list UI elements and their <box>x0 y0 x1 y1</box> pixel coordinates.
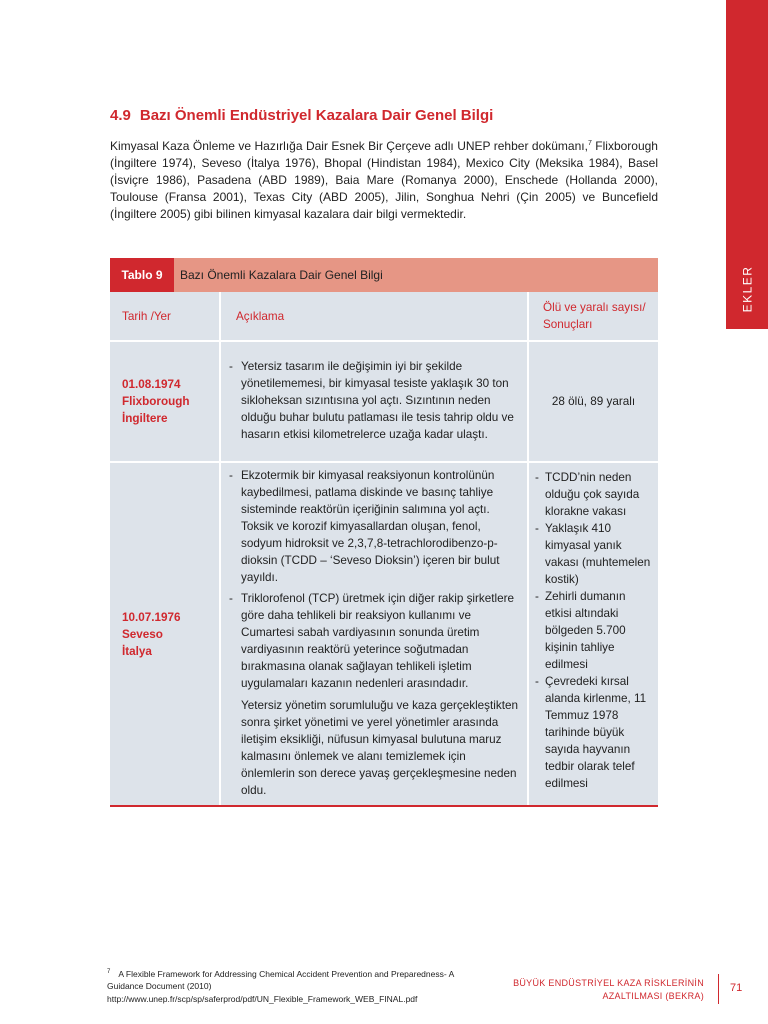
description-item: - Triklorofenol (TCP) üretmek için diğer rakip şirketlere göre daha tehlikeli bir reaksiyon kullanımı ve Cumartesi sabah vardiyasının sonunda üretim vardiyasının reaktörü yeterince soğutmadan bırakmasına olanak sağlayan tehlikeli işletim uygulamaları kazanın nedenleri arasındadır. <box>229 590 519 692</box>
section-number: 4.9 <box>110 107 131 124</box>
page-number: 71 <box>730 982 743 994</box>
date-place-cell <box>110 341 220 462</box>
result-cell <box>528 462 658 806</box>
table-header-row <box>110 292 658 341</box>
accident-date: 10.07.1976 <box>122 610 181 624</box>
result-text: 28 ölü, 89 yaralı <box>551 395 636 408</box>
accident-place: Flixborough <box>122 395 190 408</box>
result-item: - Yaklaşık 410 kimyasal yanık vakası (muhtemelen kostik) <box>535 520 652 588</box>
result-item: - Zehirli dumanın etkisi altındaki bölgeden 5.700 kişinin tahliye edilmesi <box>535 588 652 673</box>
description-cell <box>220 341 528 462</box>
result-cell <box>528 341 658 462</box>
section-side-tab <box>726 0 768 329</box>
table-row <box>110 341 658 462</box>
header-results: Ölü ve yaralı sayısı/ Sonuçları <box>528 292 658 341</box>
description-item: - Ekzotermik bir kimyasal reaksiyonun kontrolünün kaybedilmesi, patlama diskinde ve basınç tahliye sisteminde reaktörün içeriğinin salımına yol açtı. Toksik ve korozif kimyasallardan oluşan, fenol, sodyum hidroksit ve 2,3,7,8-tetrachlorodibenzo-p-dioksin (TCDD – ‘Seveso Dioksin’) içeren bir bulut yayıldı. <box>229 467 519 586</box>
accident-country: İtalya <box>122 644 152 658</box>
footer-divider <box>718 974 719 1004</box>
section-heading <box>110 107 493 124</box>
footnote-marker: 7 <box>107 969 111 975</box>
header-description: Açıklama <box>220 292 528 341</box>
footnote-reference[interactable]: 7 <box>587 140 592 147</box>
side-tab-label: EKLER <box>740 265 755 313</box>
header-date: Tarih /Yer <box>110 292 220 341</box>
accidents-table <box>110 292 658 807</box>
accident-date: 01.08.1974 <box>122 378 181 391</box>
intro-paragraph <box>110 135 658 223</box>
footer-title <box>513 977 704 1003</box>
intro-text-start: Kimyasal Kaza Önleme ve Hazırlığa Dair Esnek Bir Çerçeve adlı UNEP rehber dokümanı, <box>110 139 588 153</box>
table-caption: Bazı Önemli Kazalara Dair Genel Bilgi <box>180 268 383 282</box>
result-item: - Çevredeki kırsal alanda kirlenme, 11 Temmuz 1978 tarihinde büyük sayıda hayvanın tedbir olarak telef edilmesi <box>535 673 652 792</box>
section-title: Bazı Önemli Endüstriyel Kazalara Dair Genel Bilgi <box>139 107 494 124</box>
accident-place: Seveso <box>122 627 163 641</box>
result-item: - TCDD’nin neden olduğu çok sayıda klorakne vakası <box>535 469 652 520</box>
date-place-cell <box>110 462 220 806</box>
footer-title-line2: AZALTILMASI (BEKRA) <box>602 991 704 1001</box>
description-item: - Yetersiz tasarım ile değişimin iyi bir şekilde yönetilememesi, bir kimyasal tesiste yaklaşık 30 ton sikloheksan sızıntısına yol açtı. Sızıntının neden olduğu buhar bulutu patlaması ile tesis tahrip oldu ve hasarın etkisi kilometrelerce uzağa kadar ulaştı. <box>229 358 519 443</box>
description-note: Yetersiz yönetim sorumluluğu ve kaza gerçekleştikten sonra şirket yönetimi ve yerel yönetimler arasında iletişim eksikliği, nüfusun kimyasal bulutuna maruz kalmasını önlemek ve alanı temizlemek için önlemlerin son derece yavaş gerçekleşmesine neden oldu. <box>241 699 518 797</box>
table-title-bar <box>110 258 658 292</box>
footer-title-line1: BÜYÜK ENDÜSTRİYEL KAZA RİSKLERİNİN <box>513 978 704 988</box>
table-row <box>110 462 658 806</box>
description-cell <box>220 462 528 806</box>
footnote <box>107 966 467 1005</box>
table-tag: Tablo 9 <box>110 258 174 292</box>
footnote-text: A Flexible Framework for Addressing Chemical Accident Prevention and Preparedness- A Guidance Document (2010) http://www.unep.fr/scp/sp/saferprod/pdf/UN_Flexible_Framework_WEB_FINAL.pdf <box>107 968 454 1004</box>
accident-country: İngiltere <box>122 412 168 425</box>
intro-text-end: Flixborough (İngiltere 1974), Seveso (İtalya 1976), Bhopal (Hindistan 1984), Mexico City (Meksika 1984), Basel (İsviçre 1986), Pasadena (ABD 1989), Baia Mare (Romanya 2000), Enschede (Hollanda 2000), Toulouse (Fransa 2001), Texas City (ABD 2005), Jilin, Songhua Nehri (Çin 2005) ve Buncefield (İngiltere 2005) gibi bilinen kimyasal kazalara dair bilgi vermektedir. <box>110 139 658 221</box>
